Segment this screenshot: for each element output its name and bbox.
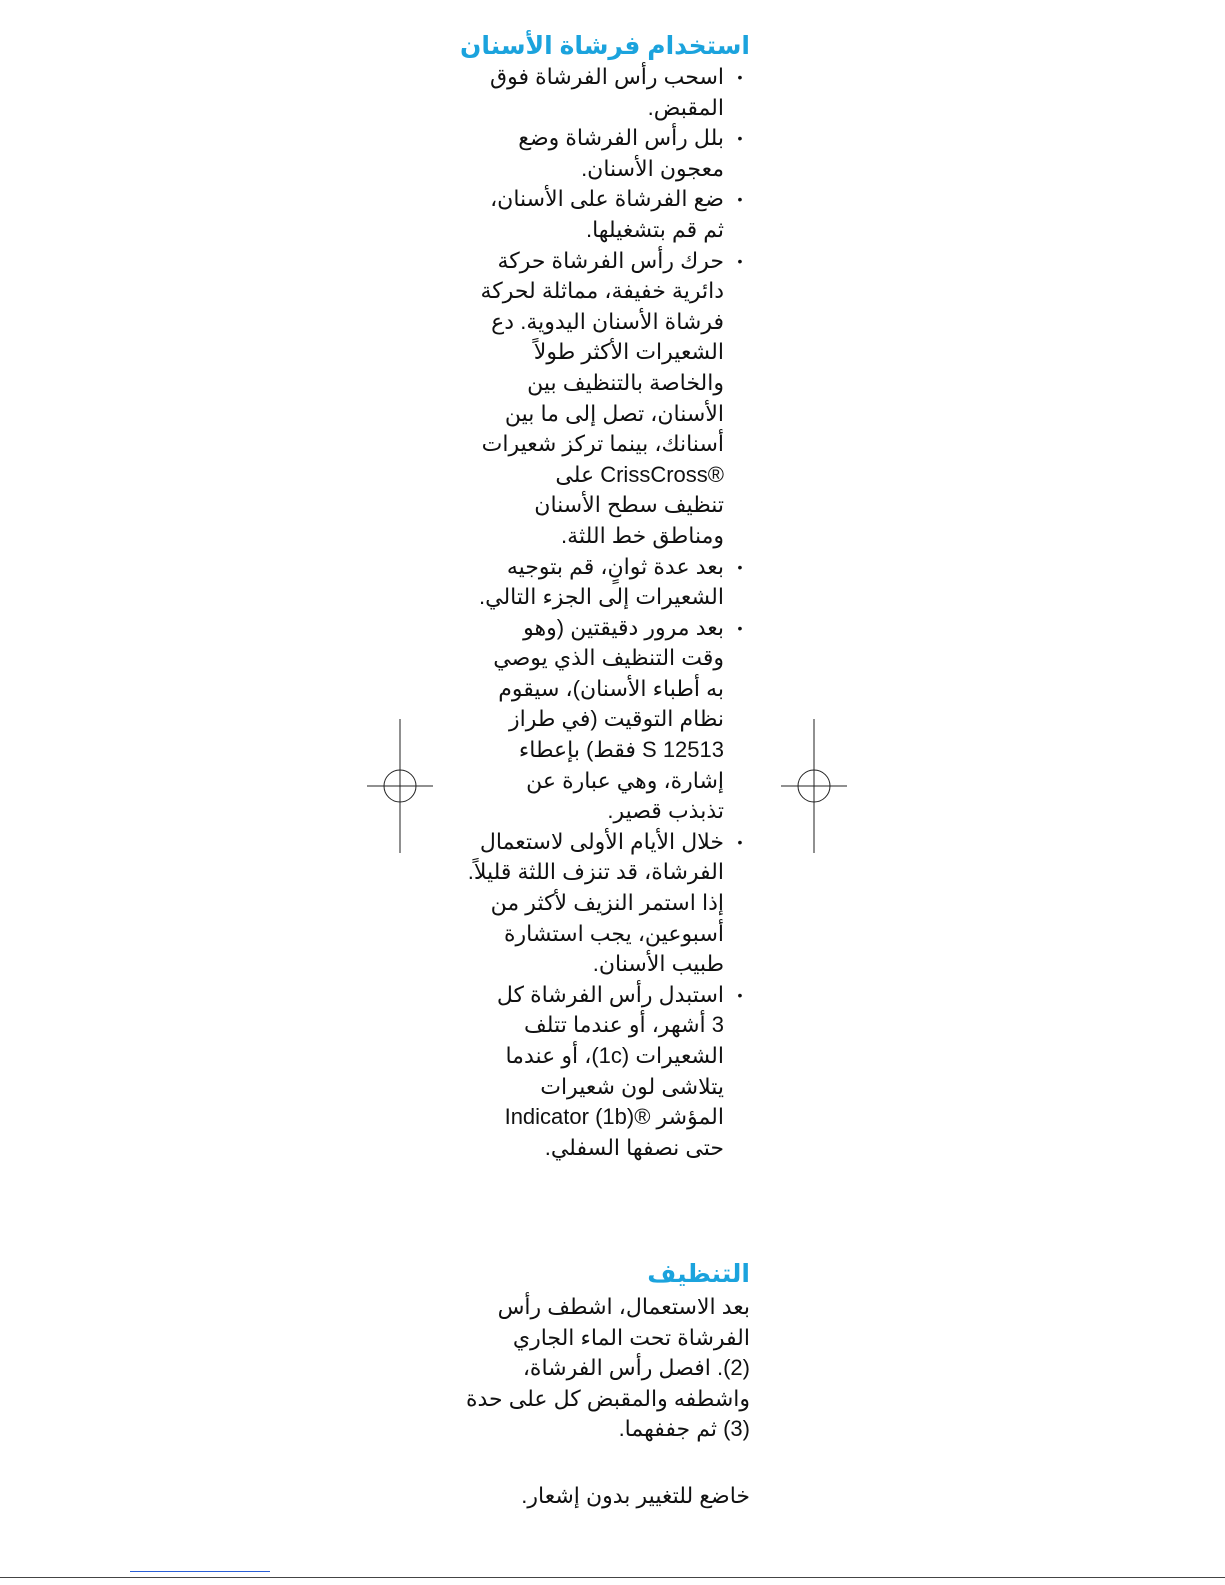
bullet-continuation-line [470,1133,750,1164]
bullet-continuation-line [470,643,750,674]
bullet-dot-icon: • [737,130,743,147]
bullet-continuation-line [470,276,750,307]
bullet-continuation-line [470,735,750,766]
bullet-line-text: S 12513 فقط) بإعطاء [518,737,724,763]
bullet-continuation-line [470,766,750,797]
bullet-first-line [470,980,750,1011]
bullet-item [470,184,750,245]
bullet-continuation-line [470,521,750,552]
bullet-continuation-line [470,490,750,521]
bullet-first-line [470,827,750,858]
cleaning-paragraph [465,1292,750,1445]
bullet-continuation-line [470,949,750,980]
bullet-continuation-line [470,460,750,491]
usage-bullet-list [467,62,750,1163]
bullet-line-text: المقبض. [647,94,724,120]
bullet-continuation-line [470,1010,750,1041]
bullet-continuation-line [470,674,750,705]
cleaning-line: (3) ثم جففهما. [618,1416,750,1442]
bullet-continuation-line [470,919,750,950]
bullet-continuation-line [470,582,750,613]
section-title-usage: استخدام فرشاة الأسنان [460,32,750,60]
bullet-dot-icon: • [737,833,743,850]
bullet-line-text: بعد مرور دقيقتين (وهو [523,614,724,640]
bullet-first-line [470,246,750,277]
bullet-dot-icon: • [737,252,743,269]
bullet-line-text: معجون الأسنان. [581,155,724,181]
bullet-continuation-line [470,337,750,368]
bullet-dot-icon: • [737,986,743,1003]
footer-short-rule [130,1571,270,1572]
bullet-continuation-line [470,154,750,185]
bullet-line-text: إشارة، وهي عبارة عن [526,767,724,793]
bullet-line-text: الأسنان، تصل إلى ما بين [504,400,724,426]
bullet-item [470,123,750,184]
cleaning-line: بعد الاستعمال، اشطف رأس [497,1294,750,1319]
bullet-line-text: خلال الأيام الأولى لاستعمال [479,828,724,854]
cleaning-line: (2). افصل رأس الفرشاة، [522,1355,750,1381]
change-notice [470,1481,750,1512]
right-registration-mark-icon [781,719,847,853]
bullet-first-line [470,552,750,583]
bullet-line-text: حتى نصفها السفلي. [544,1134,724,1160]
bullet-line-text: والخاصة بالتنظيف بين [527,369,724,395]
bullet-line-text: بعد عدة ثوانٍ، قم بتوجيه [506,553,724,579]
bullet-line-text: طبيب الأسنان. [592,951,724,977]
bullet-line-text: أسنانك، بينما تركز شعيرات [481,431,724,457]
bullet-item [470,613,750,827]
bullet-line-text: الفرشاة، قد تنزف اللثة قليلاً. [467,859,724,885]
bullet-line-text: به أطباء الأسنان)، سيقوم [498,675,724,701]
bullet-line-text: ضع الفرشاة على الأسنان، [490,186,724,212]
bullet-line-text: تنظيف سطح الأسنان [534,492,724,518]
bullet-dot-icon: • [737,619,743,636]
bullet-first-line [470,613,750,644]
footer-page-rule [0,1577,1225,1578]
bullet-continuation-line [470,93,750,124]
bullet-line-text: ومناطق خط اللثة. [561,522,724,548]
bullet-line-text: تذبذب قصير. [607,798,724,824]
bullet-continuation-line [470,368,750,399]
bullet-line-text: 3 أشهر، أو عندما تتلف [524,1012,724,1038]
bullet-item [470,62,750,123]
bullet-continuation-line [470,704,750,735]
bullet-line-text: الشعيرات (1c)، أو عندما [505,1043,724,1068]
bullet-dot-icon: • [737,69,743,85]
bullet-first-line [470,184,750,215]
notice-text: خاضع للتغيير بدون إشعار. [521,1483,750,1508]
bullet-line-text: استبدل رأس الفرشاة كل [496,981,724,1007]
bullet-line-text: دائرية خفيفة، مماثلة لحركة [480,278,724,304]
bullet-line-text: حرك رأس الفرشاة حركة [497,247,724,273]
left-registration-mark-icon [367,719,433,853]
bullet-line-text: يتلاشى لون شعيرات [540,1073,724,1099]
bullet-line-text: الشعيرات إلى الجزء التالي. [479,584,724,610]
bullet-continuation-line [470,429,750,460]
bullet-line-text: الشعيرات الأكثر طولاً [533,339,724,365]
bullet-continuation-line [467,857,750,888]
bullet-continuation-line [470,796,750,827]
bullet-line-text: بلل رأس الفرشاة وضع [518,125,724,151]
bullet-continuation-line [470,399,750,430]
bullet-continuation-line [470,1041,750,1072]
bullet-line-text: وقت التنظيف الذي يوصي [493,645,724,671]
bullet-line-text: ®CrissCross على [555,461,724,487]
bullet-first-line [470,62,750,93]
bullet-line-text: أسبوعين، يجب استشارة [504,920,724,946]
bullet-item [467,827,750,980]
bullet-first-line [470,123,750,154]
section-title-cleaning: التنظيف [647,1260,750,1288]
bullet-continuation-line [470,1072,750,1103]
cleaning-line: واشطفه والمقبض كل على حدة [465,1385,750,1411]
bullet-continuation-line [470,888,750,919]
bullet-dot-icon: • [737,558,743,575]
bullet-line-text: اسحب رأس الفرشاة فوق [490,64,724,89]
bullet-line-text: فرشاة الأسنان اليدوية. دع [491,308,724,334]
bullet-line-text: ثم قم بتشغيلها. [585,216,724,242]
bullet-line-text: المؤشر ®Indicator (1b) [504,1104,724,1130]
bullet-item [470,552,750,613]
bullet-continuation-line [470,1102,750,1133]
bullet-continuation-line [470,307,750,338]
bullet-dot-icon: • [737,191,743,208]
bullet-line-text: إذا استمر النزيف لأكثر من [490,890,724,916]
bullet-item [470,246,750,552]
cleaning-line: الفرشاة تحت الماء الجاري [512,1324,750,1350]
bullet-continuation-line [470,215,750,246]
bullet-item [470,980,750,1164]
bullet-line-text: نظام التوقيت (في طراز [509,706,724,732]
